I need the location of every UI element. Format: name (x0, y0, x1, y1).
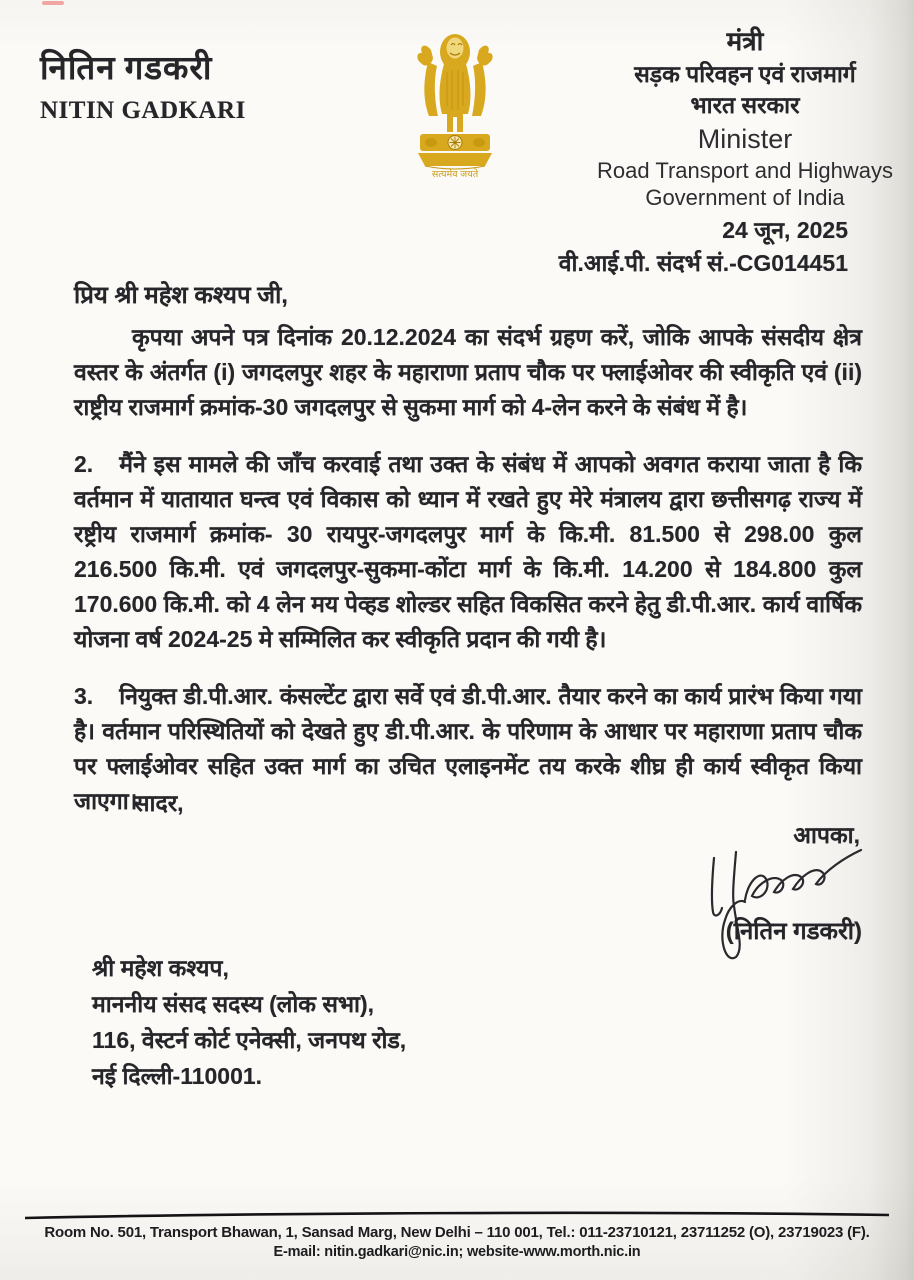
footer-email-website: E-mail: nitin.gadkari@nic.in; website-www.morth.nic.in (273, 1244, 641, 1260)
paragraph-2-number: 2. (74, 451, 94, 477)
salutation: प्रिय श्री महेश कश्यप जी, (74, 282, 288, 309)
paragraph-3-number: 3. (74, 683, 94, 709)
paragraph-1 (74, 320, 862, 425)
recipient-designation: माननीय संसद सदस्य (लोक सभा), (92, 991, 375, 1017)
office-title-hindi: मंत्री (726, 26, 764, 56)
office-govt-hindi: भारत सरकार (690, 91, 800, 118)
emblem-motto: सत्यमेव जयते (431, 169, 479, 178)
footer-address-phone: Room No. 501, Transport Bhawan, 1, Sansad Marg, New Delhi – 110 001, Tel.: 011-23710121, 23711252 (O), 23719023 (F). (44, 1224, 870, 1241)
office-title-english: Minister (697, 123, 793, 154)
letterhead-office-block (592, 26, 898, 211)
sender-name-english: NITIN GADKARI (40, 97, 246, 124)
recipient-city: नई दिल्ली-110001. (92, 1063, 263, 1089)
recipient-street: 116, वेस्टर्न कोर्ट एनेक्सी, जनपथ रोड, (92, 1027, 407, 1053)
paragraph-1-text: कृपया अपने पत्र दिनांक 20.12.2024 का संदर्भ ग्रहण करें, जोकि आपके संसदीय क्षेत्र वस्तर के अंतर्गत (i) जगदलपुर शहर के महाराणा प्रताप चौक पर फ्लाईओवर की स्वीकृति एवं (ii) राष्ट्रीय राजमार्ग क्रमांक-30 जगदलपुर से सुकमा मार्ग को 4-लेन करने के संबंध में है। (74, 324, 862, 420)
office-ministry-english: Road Transport and Highways (597, 157, 893, 183)
letter-date: 24 जून, 2025 (722, 217, 848, 243)
signatory-name: (नितिन गडकरी) (725, 918, 862, 945)
letterhead-sender-block (40, 44, 246, 125)
sender-name-hindi: नितिन गडकरी (40, 51, 213, 87)
ashoka-emblem-icon (399, 20, 511, 178)
footer-divider-line (0, 1208, 914, 1222)
vip-reference-number: वी.आई.पी. संदर्भ सं.-CG014451 (558, 250, 848, 277)
date-reference-block (559, 214, 848, 281)
footer-block (0, 1208, 914, 1260)
paragraph-3-text: नियुक्त डी.पी.आर. कंसल्टेंट द्वारा सर्वे एवं डी.पी.आर. तैयार करने का कार्य प्रारंभ किया गया है। वर्तमान परिस्थितियों को देखते हुए डी.पी.आर. के परिणाम के आधार पर महाराणा प्रताप चौक पर फ्लाईओवर सहित उक्त मार्ग का उचित एलाइनमेंट तय करके शीघ्र ही कार्य स्वीकृत किया जाएगा। (74, 683, 862, 814)
regards-text: सादर, (134, 790, 184, 816)
office-govt-english: Government of India (645, 184, 845, 210)
recipient-name: श्री महेश कश्यप, (92, 955, 229, 981)
paragraph-3 (74, 679, 862, 819)
scan-artifact-mark (42, 1, 64, 5)
office-ministry-hindi: सड़क परिवहन एवं राजमार्ग (634, 60, 856, 87)
recipient-address-block (92, 950, 406, 1094)
closing-text: आपका, (793, 822, 860, 848)
letter-body (74, 320, 862, 841)
paragraph-2 (74, 447, 862, 657)
paragraph-2-text: मैंने इस मामले की जाँच करवाई तथा उक्त के संबंध में आपको अवगत कराया जाता है कि वर्तमान में यातायात घन्त्व एवं विकास को ध्यान में रखते हुए मेरे मंत्रालय द्वारा छत्तीसगढ़ राज्य में रष्ट्रीय राजमार्ग क्रमांक- 30 रायपुर-जगदलपुर मार्ग के कि.मी. 81.500 से 298.00 कुल 216.500 कि.मी. एवं जगदलपुर-सुकमा-कोंटा मार्ग के कि.मी. 14.200 से 184.800 कुल 170.600 कि.मी. को 4 लेन मय पेव्हड शोल्डर सहित विकसित करने हेतु डी.पी.आर. कार्य वार्षिक योजना वर्ष 2024-25 मे सम्मिलित कर स्वीकृति प्रदान की गयी है। (74, 451, 862, 652)
